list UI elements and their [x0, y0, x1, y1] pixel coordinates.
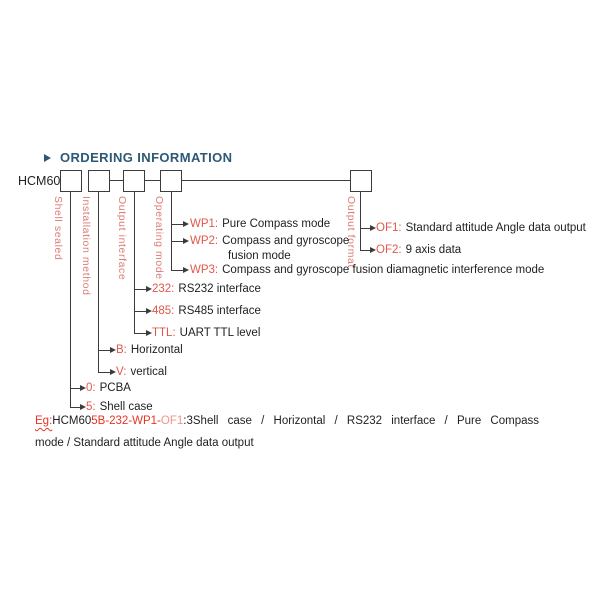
arrow-right-icon	[183, 267, 189, 273]
branch-line	[171, 241, 183, 242]
arrow-right-icon	[183, 238, 189, 244]
option-code: WP1:	[190, 218, 219, 230]
branch-line	[134, 311, 146, 312]
option-wp3	[190, 263, 544, 277]
branch-line	[98, 372, 110, 373]
option-desc: Shell case	[99, 401, 153, 413]
option-232	[152, 282, 261, 296]
section-title	[44, 150, 232, 165]
stem-operating-mode	[171, 191, 172, 270]
option-desc: RS232 interface	[178, 283, 261, 295]
digit-box-shell-sealed	[60, 170, 82, 192]
bullet-arrow-icon	[44, 154, 51, 162]
stem-output-format	[360, 191, 361, 250]
example-description: :3Shell case / Horizontal / RS232 interface / Pure Compass	[183, 415, 539, 427]
branch-line	[70, 388, 80, 389]
field-label-installation-method: Installation method	[80, 196, 92, 296]
branch-line	[134, 333, 146, 334]
box-connector-line	[110, 180, 123, 181]
stem-shell-sealed	[70, 191, 71, 407]
example-eg-label: Eg:	[35, 415, 53, 427]
option-desc: PCBA	[99, 382, 131, 394]
option-desc: RS485 interface	[178, 305, 261, 317]
option-485	[152, 304, 261, 318]
example-description-line2: mode / Standard attitude Angle data output	[35, 437, 254, 449]
example-model-black: HCM60	[52, 415, 92, 427]
branch-line	[171, 270, 183, 271]
option-code: V:	[116, 366, 127, 378]
box-connector-line	[182, 180, 350, 181]
option-code: TTL:	[152, 327, 176, 339]
option-of2	[376, 243, 461, 257]
field-label-operating-mode: Operating mode	[153, 196, 165, 280]
option-code: WP2:	[190, 235, 219, 247]
digit-box-installation-method	[88, 170, 110, 192]
digit-box-output-format	[350, 170, 372, 192]
field-label-output-interface: Output interface	[116, 196, 128, 281]
option-code: WP3:	[190, 264, 219, 276]
branch-line	[134, 289, 146, 290]
field-label-output-format: Output format	[345, 196, 357, 268]
branch-line	[70, 407, 80, 408]
option-of1	[376, 221, 586, 235]
option-b-horizontal	[116, 343, 183, 357]
example-model-salmon: OF1	[160, 415, 184, 427]
example-line-2	[35, 436, 254, 451]
option-desc: Horizontal	[130, 344, 183, 356]
model-prefix-label: HCM60	[18, 174, 61, 188]
option-desc: Standard attitude Angle data output	[405, 222, 586, 234]
digit-box-operating-mode	[160, 170, 182, 192]
option-code: B:	[116, 344, 127, 356]
page-title: ORDERING INFORMATION	[60, 150, 233, 165]
option-wp2-line2	[228, 249, 291, 263]
option-v-vertical	[116, 365, 167, 379]
option-desc: 9 axis data	[405, 244, 462, 256]
branch-line	[360, 250, 370, 251]
option-0-pcba	[86, 381, 131, 395]
example-model-red: 5B-232-WP1-	[91, 415, 161, 427]
option-desc: fusion mode	[228, 250, 291, 262]
option-code: OF2:	[376, 244, 402, 256]
option-code: OF1:	[376, 222, 402, 234]
option-code: 232:	[152, 283, 175, 295]
option-ttl	[152, 326, 260, 340]
arrow-right-icon	[183, 221, 189, 227]
option-desc: Pure Compass mode	[222, 218, 331, 230]
option-code: 485:	[152, 305, 175, 317]
digit-box-output-interface	[123, 170, 145, 192]
option-code: 0:	[86, 382, 96, 394]
stem-installation-method	[98, 191, 99, 372]
option-wp1	[190, 217, 330, 231]
example-line-1	[35, 414, 539, 429]
option-wp2	[190, 234, 349, 248]
branch-line	[360, 228, 370, 229]
box-connector-line	[145, 180, 160, 181]
option-desc: Compass and gyroscope	[222, 235, 350, 247]
option-desc: vertical	[130, 366, 167, 378]
branch-line	[98, 350, 110, 351]
branch-line	[171, 224, 183, 225]
field-label-shell-sealed: Shell sealed	[52, 196, 64, 261]
option-5-shell-case	[86, 400, 153, 414]
option-desc: UART TTL level	[179, 327, 261, 339]
option-desc: Compass and gyroscope fusion diamagnetic interference mode	[222, 264, 545, 276]
option-code: 5:	[86, 401, 96, 413]
